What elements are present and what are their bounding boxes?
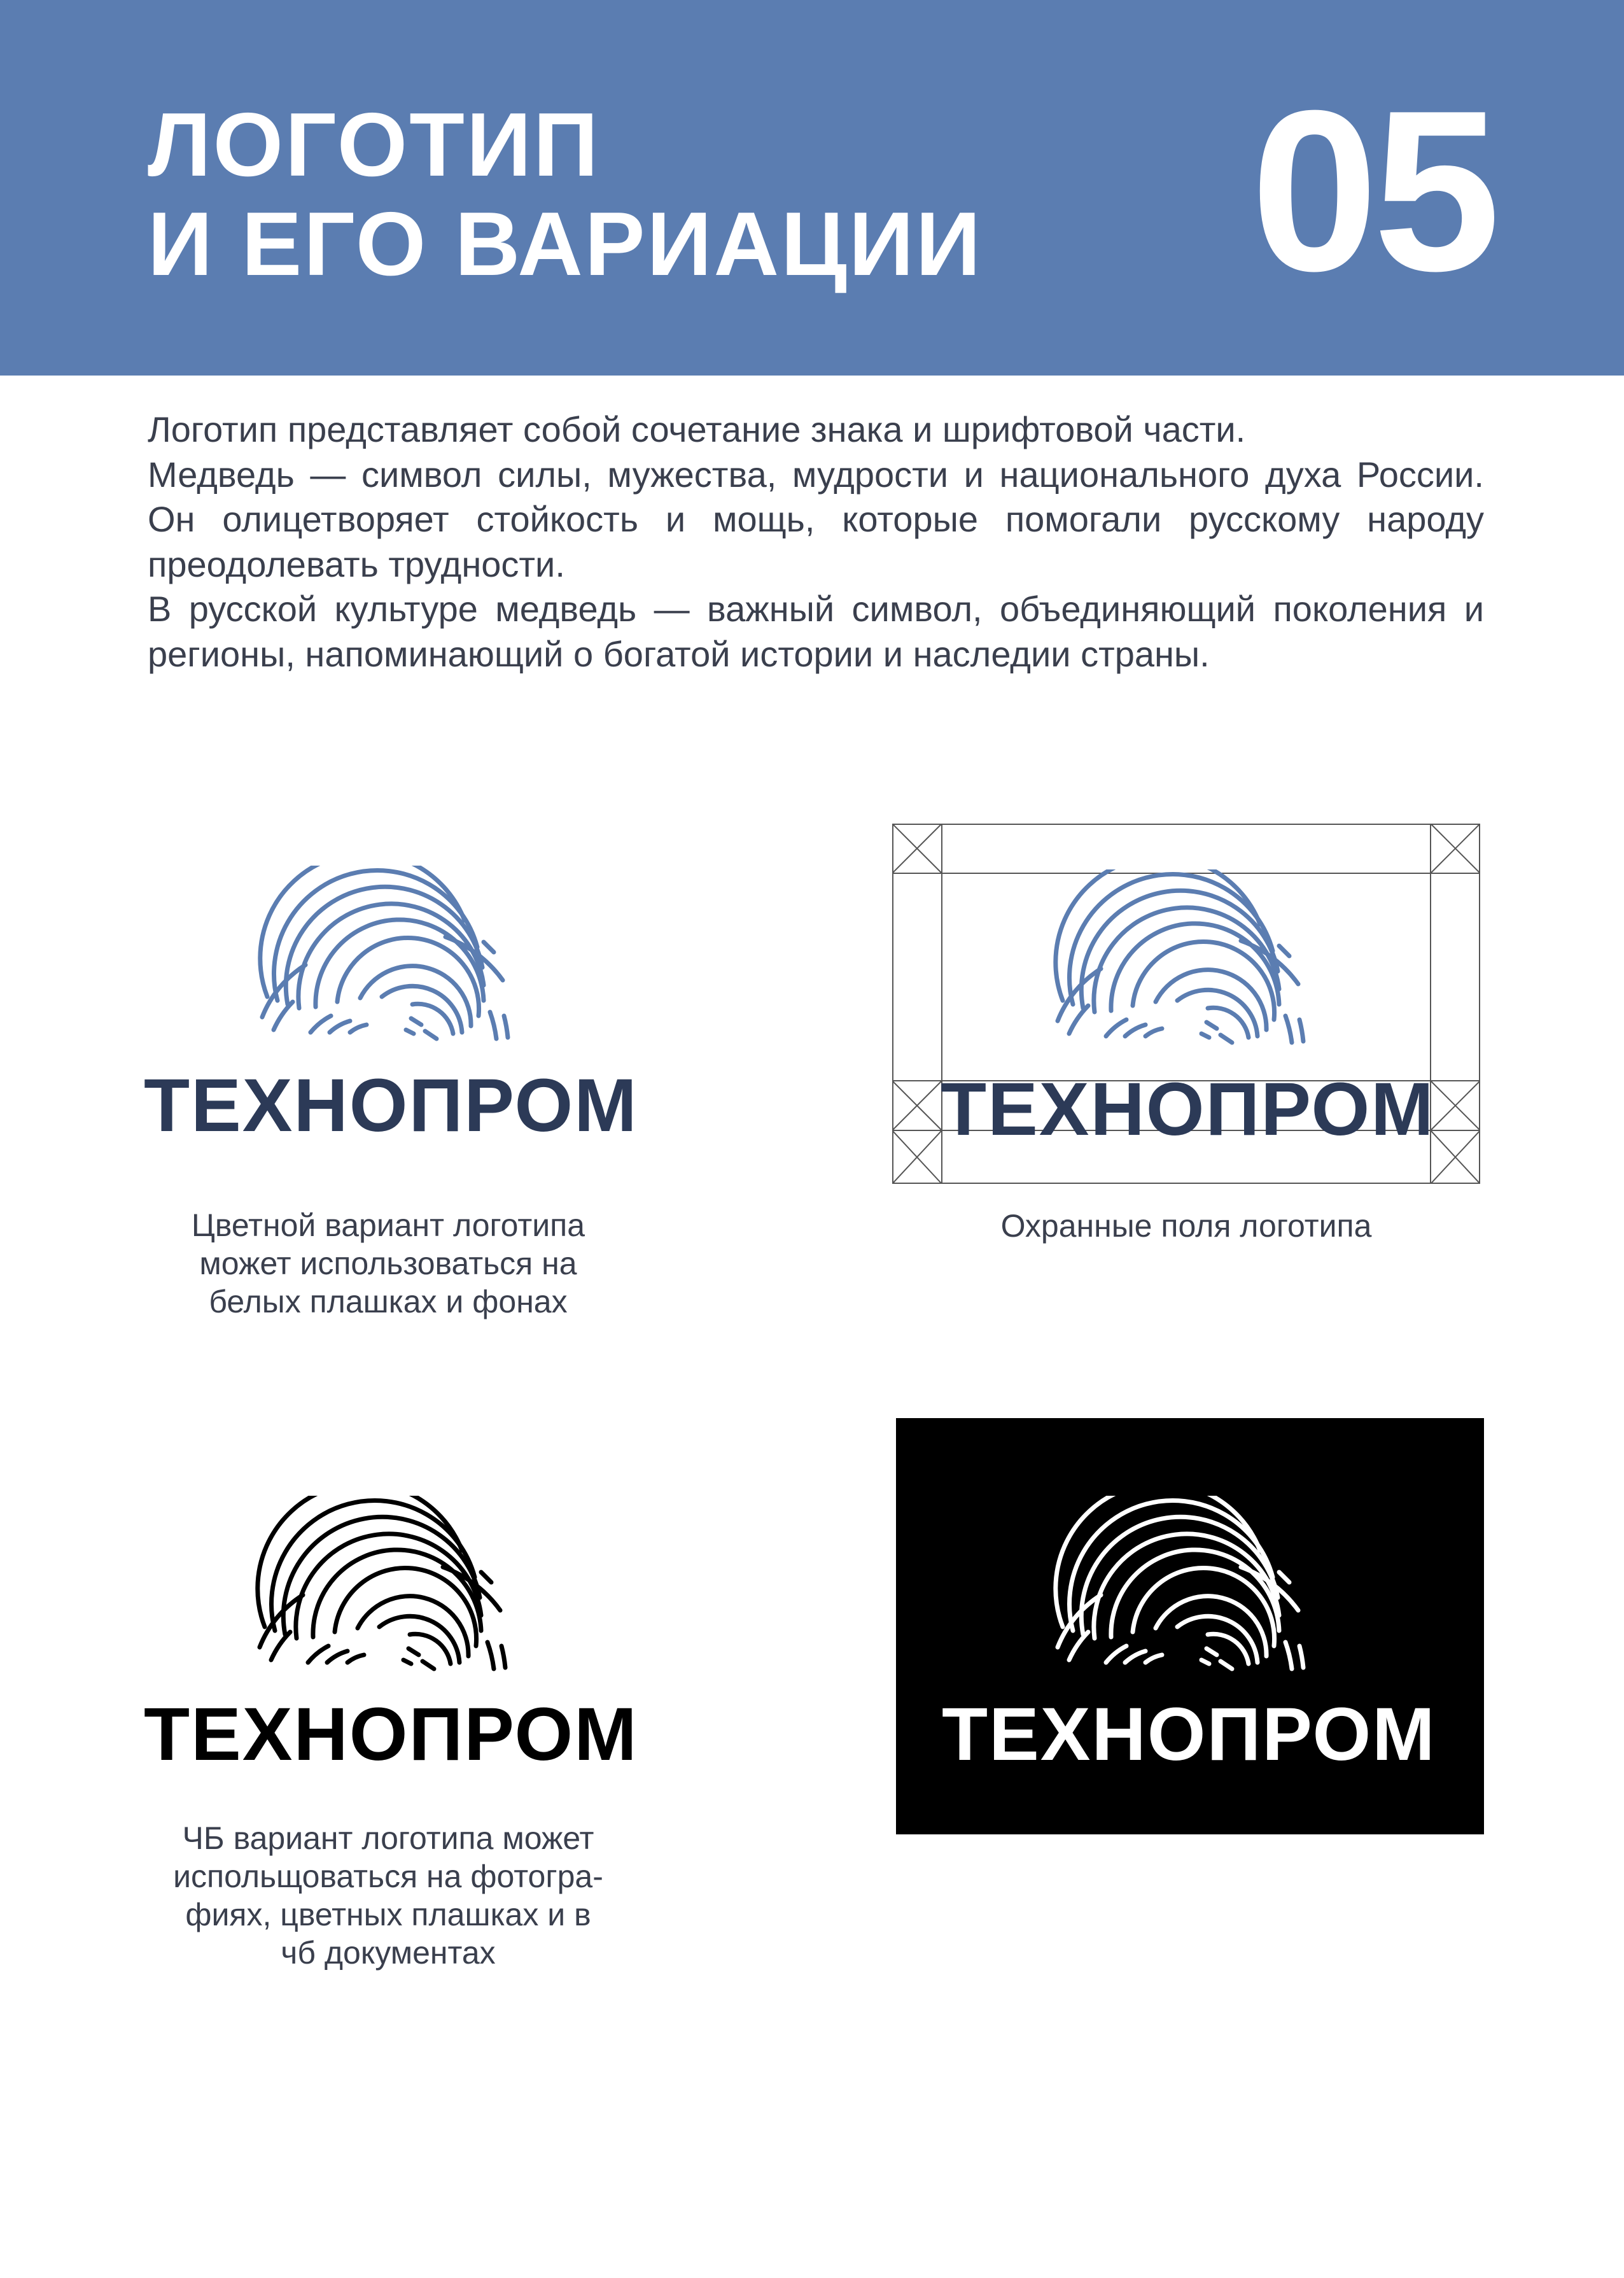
bw-bear-fingerprint-icon [252,1496,526,1687]
inverted-wordmark: ТЕХНОПРОМ [942,1692,1436,1776]
bw-caption-line-2: испольщоваться на фотогра- [173,1859,603,1894]
page-title [148,95,983,294]
color-wordmark: ТЕХНОПРОМ [144,1064,638,1148]
bw-caption-line-4: чб документах [281,1935,496,1971]
color-caption-line-1: Цветной вариант логотипа [191,1207,585,1243]
intro-paragraph-3: В русской культуре медведь — важный символ, объединяющий поколения и регионы, напоминающий о богатой истории и наследии страны. [148,589,1484,674]
bw-variant-caption [121,1819,655,1972]
header-banner [0,0,1624,376]
guard-caption: Охранные поля логотипа [1000,1208,1372,1244]
color-caption-line-2: может использоваться на [199,1246,577,1281]
color-variant-caption [134,1206,643,1321]
intro-paragraph-2: Медведь — символ силы, мужества, мудрости и национального духа России. Он олицетворяет стойкость и мощь, которые помогали русскому народу преодолевать трудности. [148,454,1484,584]
bw-wordmark: ТЕХНОПРОМ [144,1692,638,1776]
color-caption-line-3: белых плашках и фонах [209,1284,568,1319]
intro-paragraph-1: Логотип представляет собой сочетание знака и шрифтовой части. [148,409,1246,449]
title-line-1: ЛОГОТИП [148,94,601,195]
guard-bear-fingerprint-icon [1050,869,1324,1060]
bw-caption-line-3: фиях, цветных плашках и в [185,1897,591,1932]
title-line-2: И ЕГО ВАРИАЦИИ [148,193,983,295]
bear-fingerprint-icon [255,866,528,1057]
page-number: 05 [1250,63,1495,319]
inverted-bear-fingerprint-icon [1050,1496,1324,1687]
intro-text [148,407,1484,677]
bw-caption-line-1: ЧБ вариант логотипа может [182,1820,594,1856]
guard-wordmark: ТЕХНОПРОМ [941,1067,1435,1151]
